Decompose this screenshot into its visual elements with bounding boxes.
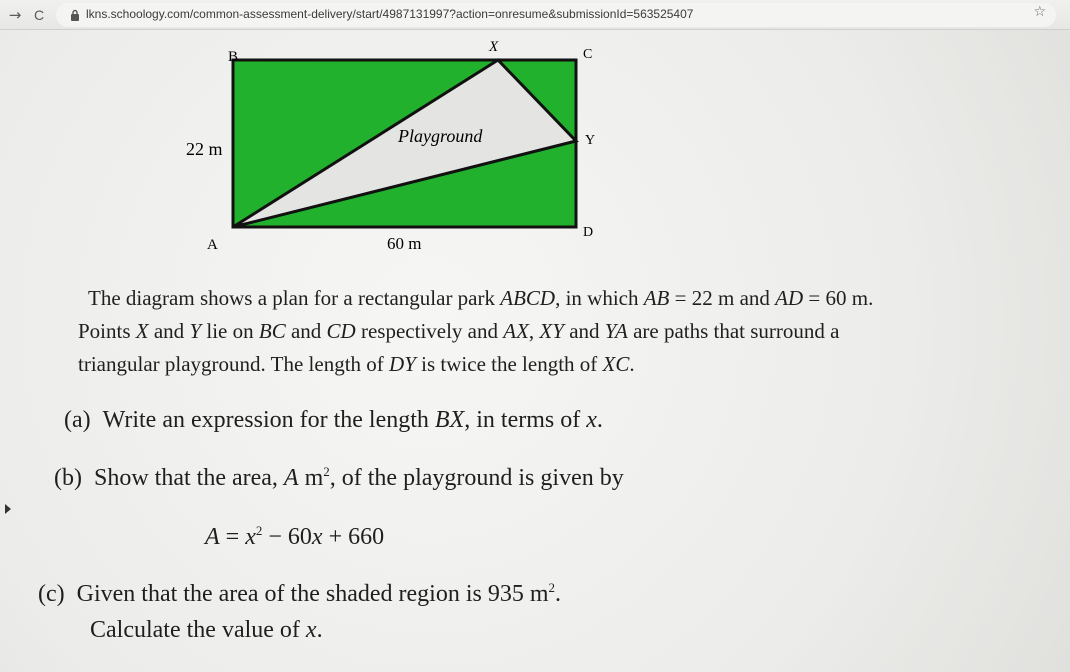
bookmark-star-icon[interactable]: ☆ <box>1033 4 1046 20</box>
page-edge-marker <box>5 504 11 514</box>
address-bar[interactable] <box>56 3 1056 27</box>
label-X: X <box>489 39 499 55</box>
assessment-content <box>0 30 1070 672</box>
label-ad-length: 60 m <box>387 234 422 253</box>
part-a-label: (a) <box>64 407 91 433</box>
question-stem-line-2: Points X and Y lie on BC and CD respectively and AX, XY and YA are paths that surround a <box>78 319 840 343</box>
part-a: (a) Write an expression for the length BX, in terms of x. <box>64 407 603 433</box>
label-C: C <box>583 47 593 62</box>
label-Y: Y <box>585 133 596 148</box>
question-stem-line-3: triangular playground. The length of DY is twice the length of XC. <box>78 352 635 376</box>
label-D: D <box>583 225 594 240</box>
lock-icon <box>70 9 80 21</box>
url-text: lkns.schoology.com/common-assessment-delivery/start/4987131997?action=onresume&submissionId=563525407 <box>86 7 694 21</box>
forward-button[interactable] <box>4 4 26 26</box>
reload-icon: C <box>33 7 45 23</box>
area-formula: $A = x^2 - 60x + 660$ <box>205 523 385 550</box>
arrow-right-icon: → <box>8 6 22 24</box>
reload-button[interactable] <box>28 4 50 26</box>
browser-toolbar <box>0 0 1070 30</box>
label-B: B <box>228 49 239 65</box>
part-b: (b) Show that the area, A $m^2$, of the playground is given by <box>54 464 624 491</box>
part-c: (c) Given that the area of the shaded region is 935 $m^2$. <box>38 580 561 607</box>
label-ab-length: 22 m <box>186 139 223 159</box>
label-A: A <box>207 237 218 253</box>
part-c-label: (c) <box>38 581 65 607</box>
label-playground: Playground <box>398 126 483 146</box>
part-c-line-2: Calculate the value of x. <box>90 617 323 643</box>
part-b-label: (b) <box>54 465 82 491</box>
park-diagram <box>180 36 620 262</box>
question-stem-line-1: The diagram shows a plan for a rectangular park ABCD, in which AB = 22 m and AD = 60 m. <box>88 286 874 310</box>
